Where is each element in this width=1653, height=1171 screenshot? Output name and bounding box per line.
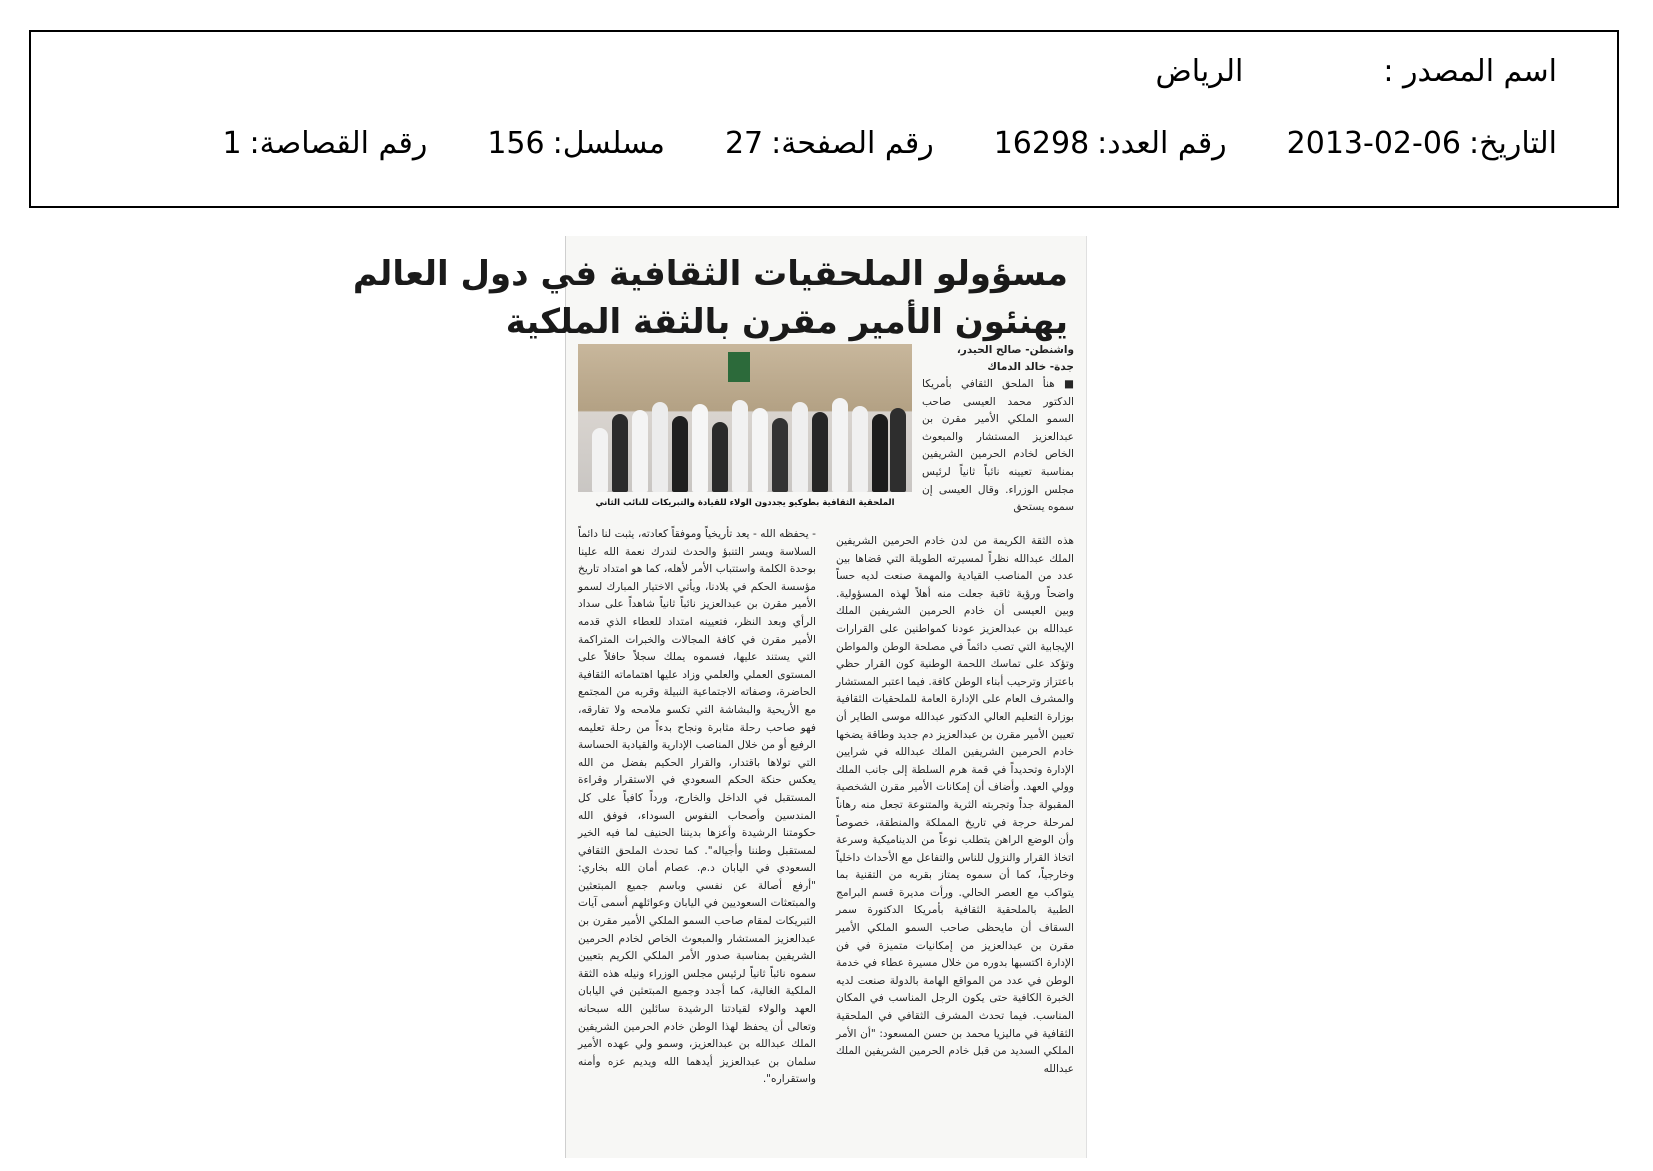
photo-figure: [592, 428, 608, 492]
clipping-metadata-box: [29, 30, 1619, 208]
clip-number-field: [222, 126, 427, 161]
photo-figure: [612, 414, 628, 492]
article-right-column: [836, 533, 1074, 1078]
photo-figure: [872, 414, 888, 492]
newspaper-clipping: [352, 236, 1087, 1158]
issue-field: [994, 126, 1227, 161]
article-photo: [578, 344, 912, 492]
flag-shape: [728, 352, 750, 382]
byline-line-1: واشنطن- صالح الحيدر،: [956, 344, 1074, 356]
article-intro-column: [922, 376, 1074, 517]
photo-figure: [732, 400, 748, 492]
photo-figure: [752, 408, 768, 492]
source-label: اسم المصدر :: [1383, 54, 1557, 89]
photo-figure: [812, 412, 828, 492]
date-label: التاريخ:: [1469, 126, 1557, 161]
source-value: الرياض: [1155, 54, 1244, 89]
date-value: 2013-02-06: [1286, 126, 1462, 161]
page-field: [725, 126, 934, 161]
photo-figure: [890, 408, 906, 492]
issue-value: 16298: [993, 126, 1090, 161]
article-right-text: هذه الثقة الكريمة من لدن خادم الحرمين الشريفين الملك عبدالله نظراً لمسيرته الطويلة التي قضاها بين عدد من المناصب القيادية والمهمة صنعت لديه حساً واضحاً ورؤية ثاقبة جعلت منه أهلاً لهذه المسؤولية. وبين العيسى أن خادم الحرمين الشريفين الملك عبدالله بن عبدالعزيز عودنا كمواطنين على القرارات الإيجابية التي تصب دائماً في مصلحة الوطن والمواطن وتؤكد على تماسك اللحمة الوطنية كون القرار حظي باعتزاز وترحيب أبناء الوطن كافة. فيما اعتبر المستشار والمشرف العام على الإدارة العامة للملحقيات الثقافية بوزارة التعليم العالي الدكتور عبدالله موسى الطاير أن تعيين الأمير مقرن بن عبدالعزيز دم جديد وطاقة يضخها خادم الحرمين الشريفين الملك عبدالله في شرايين الإدارة وتحديداً في قمة هرم السلطة إلى جانب الملك وولي العهد. وأضاف أن إمكانات الأمير مقرن الشخصية المقبولة جداً وتجربته الثرية والمتنوعة تجعل منه رهاناً لمرحلة حرجة في تاريخ المملكة والمنطقة، خصوصاً وأن الوضع الراهن يتطلب نوعاً من الديناميكية وسرعة اتخاذ القرار والنزول للناس والتفاعل مع الأحداث داخلياً وخارجياً، كما أن سموه يمتاز بقربه من التقنية بما يتواكب مع العصر الحالي. ورأت مديرة قسم البرامج الطبية بالملحقية الثقافية بأمريكا الدكتورة سمر السقاف أن مايحظى صاحب السمو الملكي الأمير مقرن بن عبدالعزيز من إمكانيات متميزة في فن الإدارة اكتسبها بدوره من خلال مسيرة عطاء في خدمة الوطن في عدد من المواقع الهامة بالدولة صنعت لديه الخبرة الكافية حتى يكون الرجل المناسب في المكان المناسب. فيما تحدث المشرف الثقافي في الملحقية الثقافية في ماليزيا محمد بن حسن المسعود: "أن الأمر الملكي السديد من قبل خادم الحرمين الشريفين الملك عبدالله: [836, 535, 1074, 1075]
photo-figure: [632, 410, 648, 492]
byline-line-2: جدة- خالد الدماك: [987, 361, 1074, 373]
source-row: [1156, 54, 1557, 89]
photo-figure: [652, 402, 668, 492]
serial-label: مسلسل:: [552, 126, 665, 161]
serial-value: 156: [487, 126, 545, 161]
serial-field: [487, 126, 665, 161]
article-left-text: - يحفظه الله - يعد تأريخياً وموفقاً كعادته، يثبت لنا دائماً السلاسة ويسر التنبؤ والحدث لندرك نعمة الله علينا بوحدة الكلمة واستتباب الأمر لأهله، كما هو امتداد تاريخ مؤسسة الحكم في بلادنا، ويأتي الاختيار المبارك لسمو الأمير مقرن بن عبدالعزيز نائباً ثانياً شاهداً على سداد الرأي وبعد النظر، فتعيينه امتداد للعطاء الذي قدمه الأمير مقرن في كافة المجالات والخبرات المتراكمة التي يستند عليها، فسموه يملك سجلاً حافلاً على المستوى العملي والعلمي وزاد عليها اهتماماته الثقافية الحاضرة، وصفاته الاجتماعية النبيلة وقربه من المجتمع مع الأريحية والبشاشة التي تكسو ملامحه ولا تفارقه، فهو صاحب رحلة مثابرة ونجاح بدءاً من رحلة تعليمه الرفيع أو من خلال المناصب الإدارية والقيادية الحساسة التي تولاها باقتدار، والقرار الحكيم بفضل من الله يعكس حنكة الحكم السعودي في الاستقرار وقراءة المستقبل في الداخل والخارج، ورداً كافياً على كل المندسين وأصحاب النفوس السوداء، فوفق الله حكومتنا الرشيدة وأعزها بديننا الحنيف لما فيه الخير لمستقبل وطننا وأجياله". كما تحدث الملحق الثقافي السعودي في اليابان د.م. عصام أمان الله بخاري: "أرفع أصالة عن نفسي وباسم جميع المبتعثين والمبتعثات السعوديين في اليابان وعوائلهم أسمى آيات التبريكات لمقام صاحب السمو الملكي الأمير مقرن بن عبدالعزيز المستشار والمبعوث الخاص لخادم الحرمين الشريفين بمناسبة صدور الأمر الملكي الكريم بتعيين سموه نائباً ثانياً لرئيس مجلس الوزراء ونيله هذه الثقة الملكية الغالية، كما أجدد وجميع المبتعثين في اليابان العهد والولاء لقيادتنا الرشيدة سائلين الله سبحانه وتعالى أن يحفظ لهذا الوطن خادم الحرمين الشريفين الملك عبدالله بن عبدالعزيز، وسمو ولي عهده الأمير سلمان بن عبدالعزيز أيدهما الله ويديم عزه وأمنه واستقراره".: [578, 528, 816, 1086]
clip-label: رقم القصاصة:: [249, 126, 428, 161]
photo-figure: [712, 422, 728, 492]
photo-figure: [672, 416, 688, 492]
photo-figure: [832, 398, 848, 492]
clip-value: 1: [222, 126, 242, 161]
photo-figure: [772, 418, 788, 492]
details-row: [222, 126, 1557, 161]
page-value: 27: [724, 126, 764, 161]
photo-figure: [852, 406, 868, 492]
photo-caption: الملحقية الثقافية بطوكيو يجددون الولاء للقيادة والتبريكات للنائب الثاني: [595, 498, 895, 508]
article-intro: ■ هنأ الملحق الثقافي بأمريكا الدكتور محمد العيسى صاحب السمو الملكي الأمير مقرن بن عبدالعزيز المستشار والمبعوث الخاص لخادم الحرمين الشريفين بمناسبة تعيينه نائباً ثانياً لرئيس مجلس الوزراء. وقال العيسى إن سموه يستحق: [922, 378, 1074, 514]
photo-figure: [792, 402, 808, 492]
headline-line-2: يهنئون الأمير مقرن بالثقة الملكية: [505, 302, 1068, 342]
page-label: رقم الصفحة:: [771, 126, 934, 161]
article-left-column: [578, 526, 816, 1089]
headline-line-1: مسؤولو الملحقيات الثقافية في دول العالم: [352, 254, 1068, 294]
photo-figure: [692, 404, 708, 492]
date-field: [1287, 126, 1557, 161]
article-byline: [919, 342, 1074, 376]
issue-label: رقم العدد:: [1097, 126, 1227, 161]
article-headline: [352, 250, 1068, 346]
